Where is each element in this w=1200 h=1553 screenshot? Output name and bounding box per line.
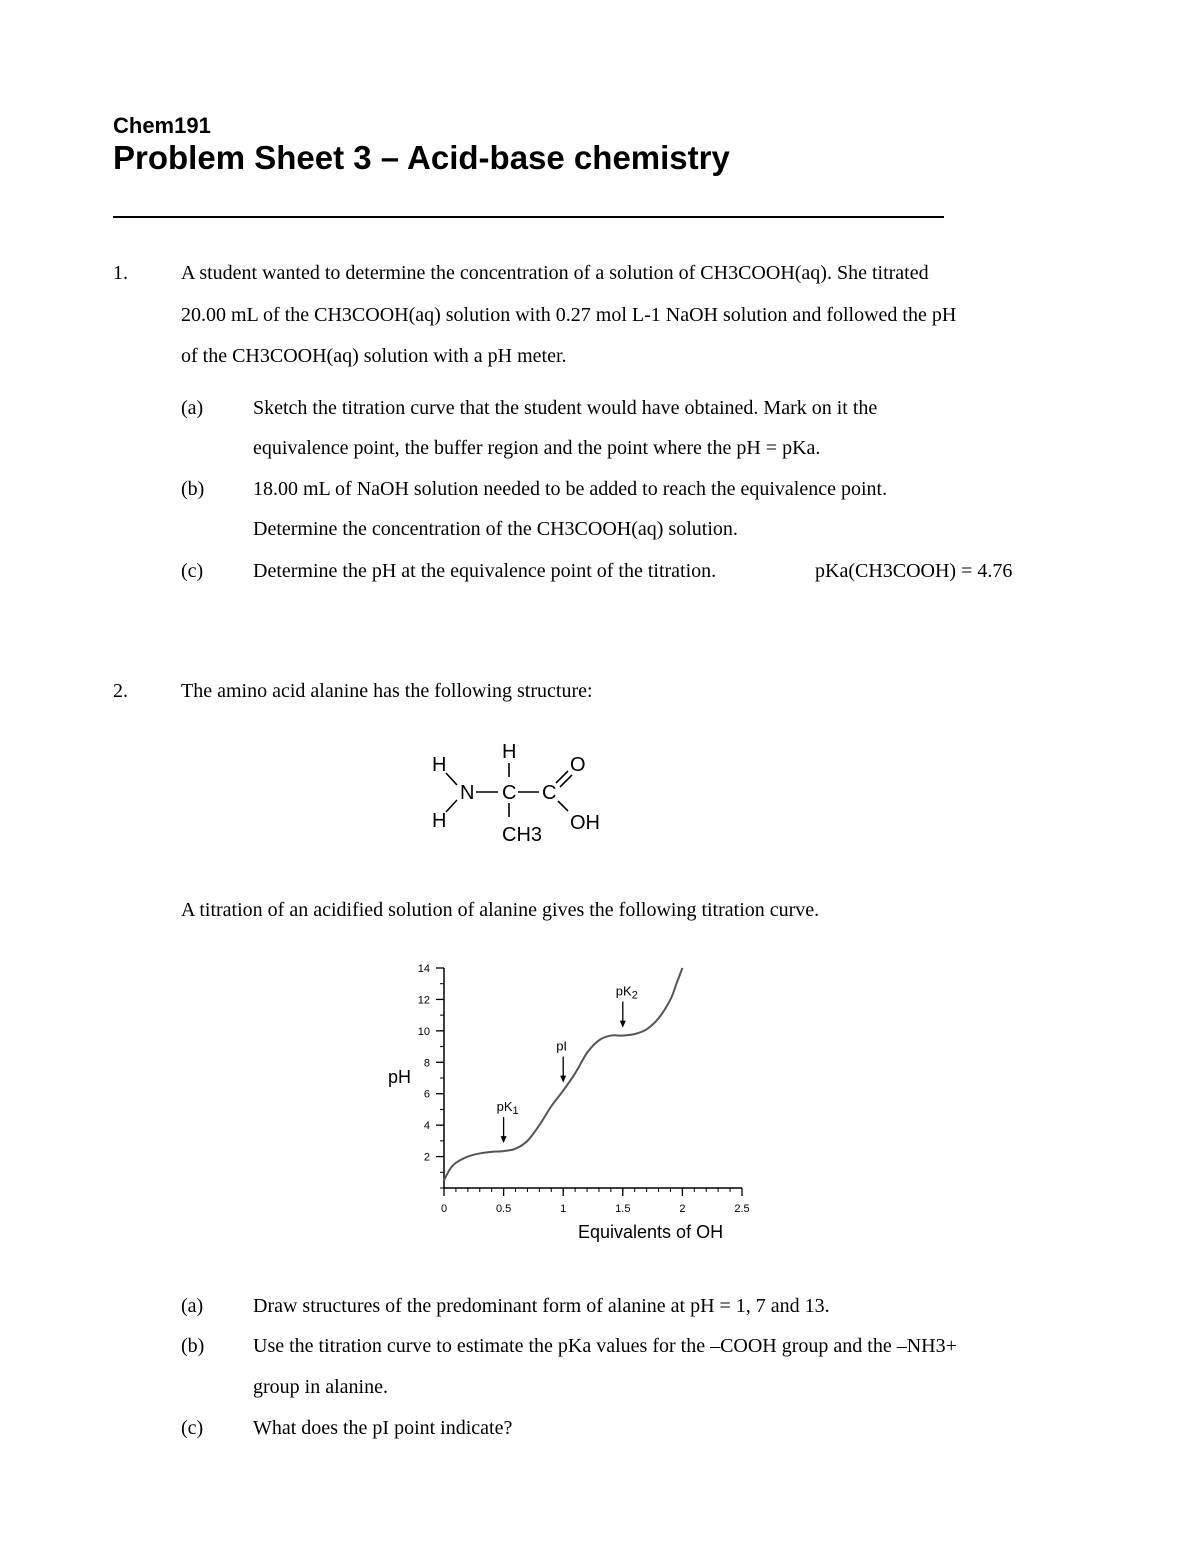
question-1c-label: (c) bbox=[181, 560, 204, 582]
question-2a-label: (a) bbox=[181, 1295, 204, 1317]
question-1c-pka-value: pKa(CH3COOH) = 4.76 bbox=[815, 560, 1013, 582]
question-1b-line-2: Determine the concentration of the CH3COOH(aq) solution. bbox=[253, 518, 738, 540]
question-2-intro: The amino acid alanine has the following structure: bbox=[181, 680, 593, 702]
x-tick-label: 2.5 bbox=[734, 1203, 750, 1215]
annotation-pk1 bbox=[497, 1099, 519, 1143]
question-2a-line-1: Draw structures of the predominant form of alanine at pH = 1, 7 and 13. bbox=[253, 1295, 830, 1317]
x-tick-label: 0.5 bbox=[495, 1203, 512, 1215]
question-2-curve-intro: A titration of an acidified solution of alanine gives the following titration curve. bbox=[181, 899, 820, 921]
bond-n-h-upper bbox=[446, 773, 457, 785]
bond-c-oh bbox=[558, 801, 568, 811]
question-1-line-1: A student wanted to determine the concentration of a solution of CH3COOH(aq). She titrated bbox=[181, 262, 929, 284]
question-2c-label: (c) bbox=[181, 1417, 204, 1439]
question-1b-label: (b) bbox=[181, 478, 205, 500]
x-tick-label: 1.5 bbox=[615, 1203, 631, 1215]
atom-h-top: H bbox=[502, 741, 517, 763]
page-title: Problem Sheet 3 – Acid-base chemistry bbox=[113, 139, 730, 176]
y-tick-label: 10 bbox=[417, 1025, 430, 1038]
question-1-number: 1. bbox=[113, 262, 128, 284]
atom-h-lower-left: H bbox=[432, 810, 447, 832]
atom-c-alpha: C bbox=[502, 782, 517, 804]
atom-h-upper-left: H bbox=[432, 754, 447, 776]
y-tick-label: 14 bbox=[417, 963, 430, 975]
question-1a-line-2: equivalence point, the buffer region and the point where the pH = pKa. bbox=[253, 437, 821, 459]
bond-n-h-lower bbox=[446, 800, 457, 812]
y-axis-label: pH bbox=[388, 1067, 412, 1087]
annotation-arrowhead bbox=[501, 1136, 507, 1143]
atom-c-carboxyl: C bbox=[542, 782, 557, 804]
y-tick-label: 2 bbox=[423, 1151, 430, 1164]
question-1a-label: (a) bbox=[181, 397, 204, 419]
x-tick-label: 2 bbox=[679, 1203, 686, 1215]
title-divider bbox=[113, 216, 944, 218]
y-tick-label: 8 bbox=[423, 1057, 430, 1070]
atom-ch3: CH3 bbox=[502, 824, 543, 846]
annotation-pi bbox=[556, 1039, 567, 1083]
question-1a-line-1: Sketch the titration curve that the student would have obtained. Mark on it the bbox=[253, 397, 878, 419]
question-2b-label: (b) bbox=[181, 1335, 205, 1357]
annotation-label: $pK_2$ bbox=[615, 983, 638, 1002]
alanine-structure bbox=[420, 735, 620, 855]
x-axis-label: Equivalents of OH bbox=[578, 1222, 724, 1242]
question-2b-line-2: group in alanine. bbox=[253, 1376, 388, 1398]
question-1-line-3: of the CH3COOH(aq) solution with a pH meter. bbox=[181, 345, 567, 367]
annotation-pk2 bbox=[616, 984, 638, 1028]
atom-n: N bbox=[460, 782, 475, 804]
question-1c-line-1: Determine the pH at the equivalence point of the titration. bbox=[253, 560, 717, 582]
question-1b-line-1: 18.00 mL of NaOH solution needed to be added to reach the equivalence point. bbox=[253, 478, 888, 500]
titration-curve-chart bbox=[380, 958, 780, 1248]
annotation-arrowhead bbox=[620, 1021, 626, 1028]
question-2-number: 2. bbox=[113, 680, 128, 702]
annotation-label: $pK_1$ bbox=[496, 1099, 519, 1118]
x-tick-label: 0 bbox=[440, 1203, 448, 1215]
y-tick-label: 12 bbox=[417, 994, 430, 1007]
annotation-arrowhead bbox=[560, 1076, 566, 1083]
question-2b-line-1: Use the titration curve to estimate the pKa values for the –COOH group and the –NH3+ bbox=[253, 1335, 957, 1357]
annotation-label: pI bbox=[556, 1038, 568, 1054]
question-2c-line-1: What does the pI point indicate? bbox=[253, 1417, 513, 1439]
course-code: Chem191 bbox=[113, 113, 211, 138]
y-tick-label: 6 bbox=[423, 1088, 430, 1101]
y-tick-label: 4 bbox=[423, 1120, 430, 1133]
x-tick-label: 1 bbox=[560, 1203, 567, 1215]
atom-o: O bbox=[570, 754, 586, 776]
atom-oh: OH bbox=[570, 812, 600, 834]
question-1-line-2: 20.00 mL of the CH3COOH(aq) solution with 0.27 mol L-1 NaOH solution and followed the pH bbox=[181, 304, 957, 326]
